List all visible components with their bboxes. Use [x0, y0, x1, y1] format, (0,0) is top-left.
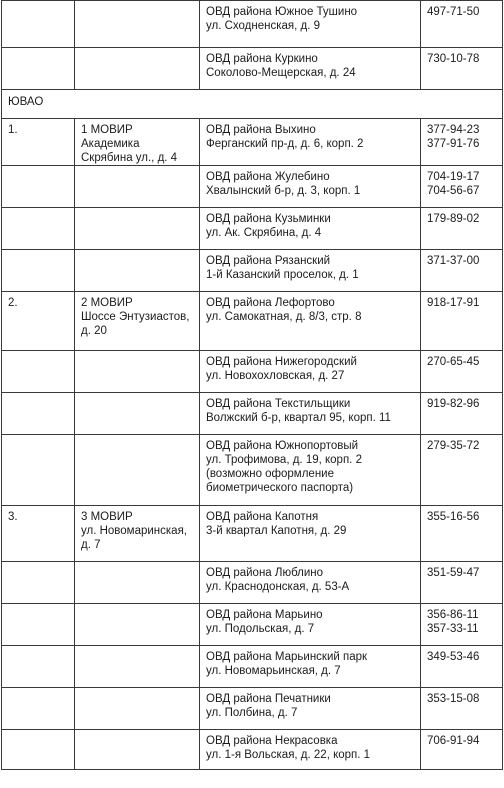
row-number — [2, 604, 75, 646]
movir-center-cell-line: 3 МОВИР — [81, 511, 133, 523]
movir-center-cell — [75, 646, 200, 688]
table-row — [2, 604, 503, 646]
ovd-department-cell-line: (возможно оформление — [206, 468, 334, 480]
ovd-department-cell-line: ОВД района Жулебино — [206, 171, 330, 183]
ovd-department-cell — [200, 730, 421, 770]
ovd-department-cell-line: ул. Краснодонская, д. 53-А — [206, 581, 350, 593]
ovd-department-cell-line: ОВД района Кузьминки — [206, 213, 331, 225]
phone-numbers-cell — [421, 646, 503, 688]
district-label: ЮВАО — [2, 90, 503, 119]
movir-center-cell — [75, 1, 200, 48]
movir-center-cell — [75, 48, 200, 90]
ovd-department-cell-line: Соколово-Мещерская, д. 24 — [206, 67, 356, 79]
row-number: 1. — [2, 119, 75, 166]
ovd-department-cell-line: ОВД района Марьинский парк — [206, 651, 368, 663]
movir-center-cell-line: Скрябина ул., д. 4 — [81, 152, 178, 164]
row-number — [2, 435, 75, 506]
row-number: 3. — [2, 506, 75, 562]
table-row — [2, 435, 503, 506]
ovd-department-cell-line: ОВД района Текстильщики — [206, 398, 351, 410]
phone-numbers-cell — [421, 166, 503, 208]
ovd-department-cell — [200, 646, 421, 688]
row-number — [2, 48, 75, 90]
phone-numbers-cell-line: 279-35-72 — [427, 440, 480, 452]
ovd-department-cell-line: ул. Ак. Скрябина, д. 4 — [206, 227, 322, 239]
ovd-department-cell-line: 1-й Казанский проселок, д. 1 — [206, 269, 359, 281]
movir-center-cell — [75, 562, 200, 604]
row-number — [2, 1, 75, 48]
phone-numbers-cell-line: 357-33-11 — [427, 623, 479, 635]
phone-numbers-cell — [421, 506, 503, 562]
ovd-department-cell — [200, 250, 421, 292]
ovd-directory-table — [1, 0, 503, 770]
movir-center-cell — [75, 506, 200, 562]
row-number — [2, 562, 75, 604]
row-number — [2, 351, 75, 393]
ovd-department-cell — [200, 1, 421, 48]
ovd-department-cell-line: ул. Подольская, д. 7 — [206, 623, 315, 635]
ovd-department-cell-line: ОВД района Люблино — [206, 567, 324, 579]
movir-center-cell-line: д. 20 — [81, 325, 107, 337]
row-number: 2. — [2, 292, 75, 351]
movir-center-cell-line: Шоссе Энтузиастов, — [81, 311, 190, 323]
ovd-department-cell-line: ул. Новохохловская, д. 27 — [206, 370, 345, 382]
phone-numbers-cell-line: 371-37-00 — [427, 255, 480, 267]
ovd-department-cell-line: Хвалынский б-р, д. 3, корп. 1 — [206, 185, 361, 197]
phone-numbers-cell-line: 919-82-96 — [427, 398, 480, 410]
row-number — [2, 688, 75, 730]
phone-numbers-cell — [421, 604, 503, 646]
phone-numbers-cell-line: 353-15-08 — [427, 693, 480, 705]
phone-numbers-cell — [421, 119, 503, 166]
ovd-department-cell-line: ул. Сходненская, д. 9 — [206, 20, 321, 32]
movir-center-cell — [75, 119, 200, 166]
phone-numbers-cell-line: 706-91-94 — [427, 735, 480, 747]
ovd-department-cell-line: Волжский б-р, квартал 95, корп. 11 — [206, 412, 391, 424]
row-number — [2, 393, 75, 435]
ovd-department-cell-line: ОВД района Лефортово — [206, 297, 335, 309]
table-row — [2, 1, 503, 48]
row-number — [2, 208, 75, 250]
ovd-department-cell-line: ул. Трофимова, д. 19, корп. 2 — [206, 454, 362, 466]
ovd-department-cell-line: ул. 1-я Вольская, д. 22, корп. 1 — [206, 749, 371, 761]
phone-numbers-cell — [421, 351, 503, 393]
table-row — [2, 688, 503, 730]
phone-numbers-cell — [421, 292, 503, 351]
phone-numbers-cell-line: 497-71-50 — [427, 6, 480, 18]
ovd-department-cell — [200, 48, 421, 90]
district-header-row — [2, 90, 503, 119]
movir-center-cell — [75, 292, 200, 351]
ovd-department-cell — [200, 393, 421, 435]
phone-numbers-cell-line: 351-59-47 — [427, 567, 480, 579]
ovd-department-cell-line: ОВД района Марьино — [206, 609, 323, 621]
phone-numbers-cell — [421, 250, 503, 292]
ovd-department-cell — [200, 351, 421, 393]
ovd-department-cell-line: биометрического паспорта) — [206, 482, 354, 494]
table-row — [2, 250, 503, 292]
ovd-department-cell-line: ОВД района Капотня — [206, 511, 319, 523]
ovd-department-cell-line: ОВД района Выхино — [206, 124, 316, 136]
ovd-department-cell — [200, 292, 421, 351]
ovd-department-cell — [200, 435, 421, 506]
phone-numbers-cell — [421, 562, 503, 604]
phone-numbers-cell-line: 918-17-91 — [427, 297, 480, 309]
ovd-department-cell — [200, 688, 421, 730]
ovd-department-cell-line: ОВД района Южнопортовый — [206, 440, 359, 452]
phone-numbers-cell-line: 730-10-78 — [427, 53, 480, 65]
table-row — [2, 292, 503, 351]
table-row — [2, 730, 503, 770]
ovd-department-cell — [200, 562, 421, 604]
table-row — [2, 119, 503, 166]
movir-center-cell-line: 2 МОВИР — [81, 297, 133, 309]
ovd-department-cell-line: ОВД района Рязанский — [206, 255, 331, 267]
phone-numbers-cell-line: 356-86-11 — [427, 609, 479, 621]
ovd-department-cell-line: 3-й квартал Капотня, д. 29 — [206, 525, 347, 537]
movir-center-cell — [75, 730, 200, 770]
ovd-department-cell — [200, 166, 421, 208]
ovd-department-cell-line: ул. Самокатная, д. 8/3, стр. 8 — [206, 311, 362, 323]
ovd-department-cell-line: Ферганский пр-д, д. 6, корп. 2 — [206, 138, 364, 150]
movir-center-cell — [75, 166, 200, 208]
phone-numbers-cell-line: 179-89-02 — [427, 213, 480, 225]
movir-center-cell-line: д. 7 — [81, 539, 101, 551]
movir-center-cell — [75, 604, 200, 646]
table-row — [2, 166, 503, 208]
table-row — [2, 646, 503, 688]
movir-center-cell — [75, 393, 200, 435]
phone-numbers-cell-line: 704-19-17 — [427, 171, 480, 183]
row-number — [2, 730, 75, 770]
ovd-department-cell-line: ул. Новомарьинская, д. 7 — [206, 665, 341, 677]
ovd-department-cell-line: ОВД района Некрасовка — [206, 735, 338, 747]
phone-numbers-cell — [421, 48, 503, 90]
movir-center-cell — [75, 435, 200, 506]
movir-center-cell-line: ул. Новомаринская, — [81, 525, 187, 537]
table-row — [2, 506, 503, 562]
table-row — [2, 562, 503, 604]
phone-numbers-cell — [421, 208, 503, 250]
phone-numbers-cell — [421, 435, 503, 506]
phone-numbers-cell — [421, 730, 503, 770]
ovd-department-cell — [200, 506, 421, 562]
table-row — [2, 208, 503, 250]
movir-center-cell — [75, 208, 200, 250]
ovd-department-cell — [200, 604, 421, 646]
movir-center-cell — [75, 688, 200, 730]
ovd-department-cell-line: ОВД района Южное Тушино — [206, 6, 358, 18]
table-row — [2, 48, 503, 90]
row-number — [2, 166, 75, 208]
movir-center-cell — [75, 250, 200, 292]
movir-center-cell-line: 1 МОВИР — [81, 124, 133, 136]
ovd-department-cell-line: ОВД района Куркино — [206, 53, 318, 65]
phone-numbers-cell-line: 270-65-45 — [427, 356, 480, 368]
phone-numbers-cell-line: 349-53-46 — [427, 651, 480, 663]
phone-numbers-cell — [421, 1, 503, 48]
phone-numbers-cell — [421, 688, 503, 730]
table-row — [2, 393, 503, 435]
ovd-department-cell-line: ОВД района Печатники — [206, 693, 331, 705]
ovd-department-cell — [200, 208, 421, 250]
ovd-department-cell-line: ОВД района Нижегородский — [206, 356, 357, 368]
ovd-department-cell-line: ул. Полбина, д. 7 — [206, 707, 298, 719]
row-number — [2, 250, 75, 292]
movir-center-cell-line: Академика — [81, 138, 140, 150]
phone-numbers-cell — [421, 393, 503, 435]
table-row — [2, 351, 503, 393]
phone-numbers-cell-line: 377-91-76 — [427, 138, 480, 150]
phone-numbers-cell-line: 355-16-56 — [427, 511, 480, 523]
phone-numbers-cell-line: 704-56-67 — [427, 185, 480, 197]
movir-center-cell — [75, 351, 200, 393]
phone-numbers-cell-line: 377-94-23 — [427, 124, 480, 136]
table-body — [2, 1, 503, 770]
ovd-department-cell — [200, 119, 421, 166]
row-number — [2, 646, 75, 688]
